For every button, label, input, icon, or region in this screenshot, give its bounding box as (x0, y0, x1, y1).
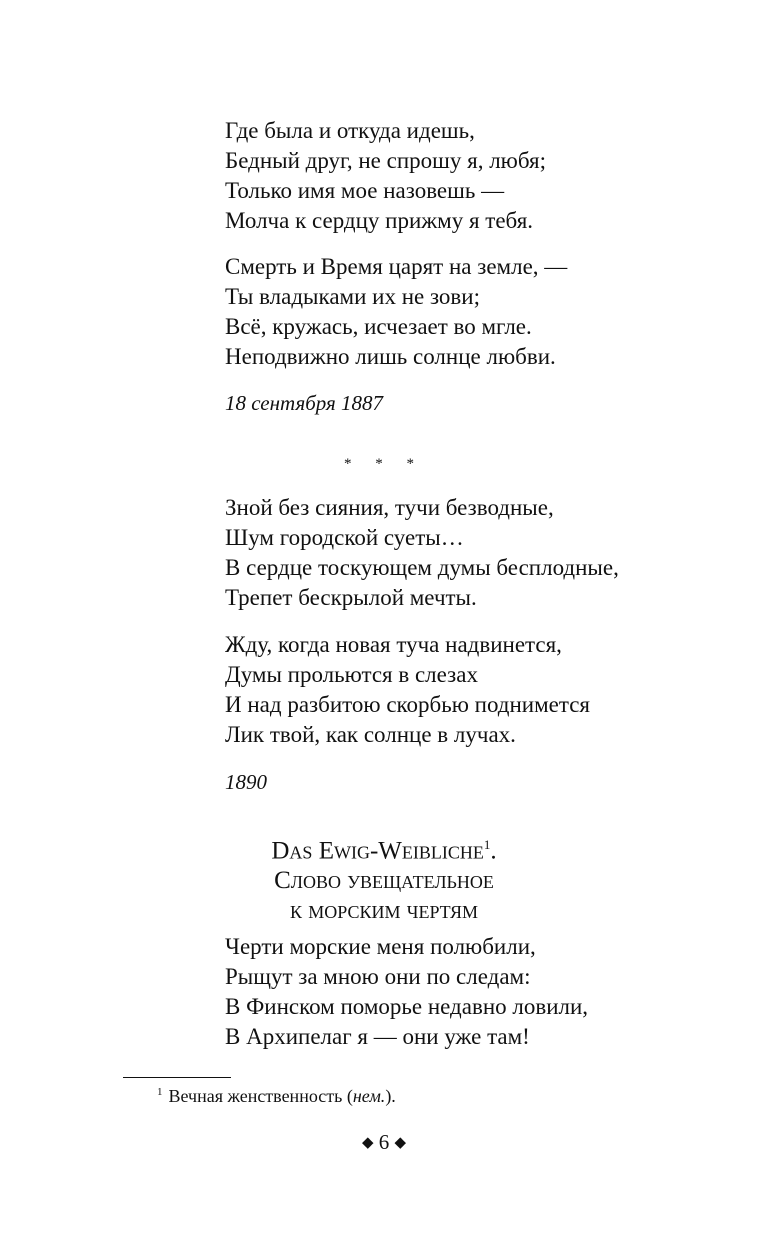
title-text: Das Ewig-Weibliche (271, 837, 484, 865)
verse-line: Ты владыками их не зови; (225, 284, 480, 309)
verse-line: Зной без сияния, тучи безводные, (225, 495, 554, 520)
poem-title-line-2: Слово увещательное (274, 867, 494, 895)
footnote-reference[interactable]: 1 (483, 837, 491, 852)
footnote-end: ). (385, 1086, 396, 1106)
verse-line: Шум городской суеты… (225, 525, 464, 550)
footnote-separator (123, 1077, 231, 1078)
verse-line: Бедный друг, не спрошу я, любя; (225, 148, 546, 173)
page-number-value: 6 (378, 1130, 390, 1154)
verse-line: Думы прольются в слезах (225, 662, 478, 687)
footnote-mark: 1 (157, 1086, 163, 1098)
verse-line: Где была и откуда идешь, (225, 118, 475, 143)
verse-line: Рыщут за мною они по следам: (225, 964, 531, 989)
asterism-divider: * * * (344, 456, 424, 472)
footnote-language: нем. (352, 1086, 386, 1106)
verse-line: Смерть и Время царят на земле, — (225, 254, 568, 279)
verse-line: Только имя мое назовешь — (225, 178, 505, 203)
ornament-right-icon: ◆ (394, 1135, 407, 1151)
stanza-5 (225, 932, 588, 1052)
footnote (157, 1086, 396, 1107)
verse-line: Трепет бескрылой мечты. (225, 585, 477, 610)
verse-line: Жду, когда новая туча надвинется, (225, 632, 562, 657)
poem-date: 1890 (225, 770, 267, 794)
footnote-text: Вечная женственность ( (168, 1086, 353, 1106)
verse-line: В Финском поморье недавно ловили, (225, 994, 589, 1019)
verse-line: В сердце тоскующем думы бесплодные, (225, 555, 619, 580)
verse-line: Черти морские меня полюбили, (225, 934, 536, 959)
title-period: . (490, 837, 497, 865)
verse-line: Неподвижно лишь солнце любви. (225, 344, 556, 369)
poem-title (0, 830, 768, 926)
stanza-2 (225, 252, 567, 372)
ornament-left-icon: ◆ (361, 1135, 374, 1151)
stanza-4 (225, 630, 590, 750)
page-number (0, 1130, 768, 1155)
poem-title-line-3: к морским чертям (290, 897, 478, 925)
verse-line: В Архипелаг я — они уже там! (225, 1024, 530, 1049)
stanza-3 (225, 493, 619, 613)
verse-line: Всё, кружась, исчезает во мгле. (225, 314, 532, 339)
stanza-1 (225, 116, 546, 236)
poem-date: 18 сентября 1887 (225, 391, 384, 415)
poem-title-line-1 (0, 830, 768, 866)
verse-line: Молча к сердцу прижму я тебя. (225, 208, 534, 233)
verse-line: И над разбитою скорбью поднимется (225, 692, 591, 717)
verse-line: Лик твой, как солнце в лучах. (225, 722, 516, 747)
